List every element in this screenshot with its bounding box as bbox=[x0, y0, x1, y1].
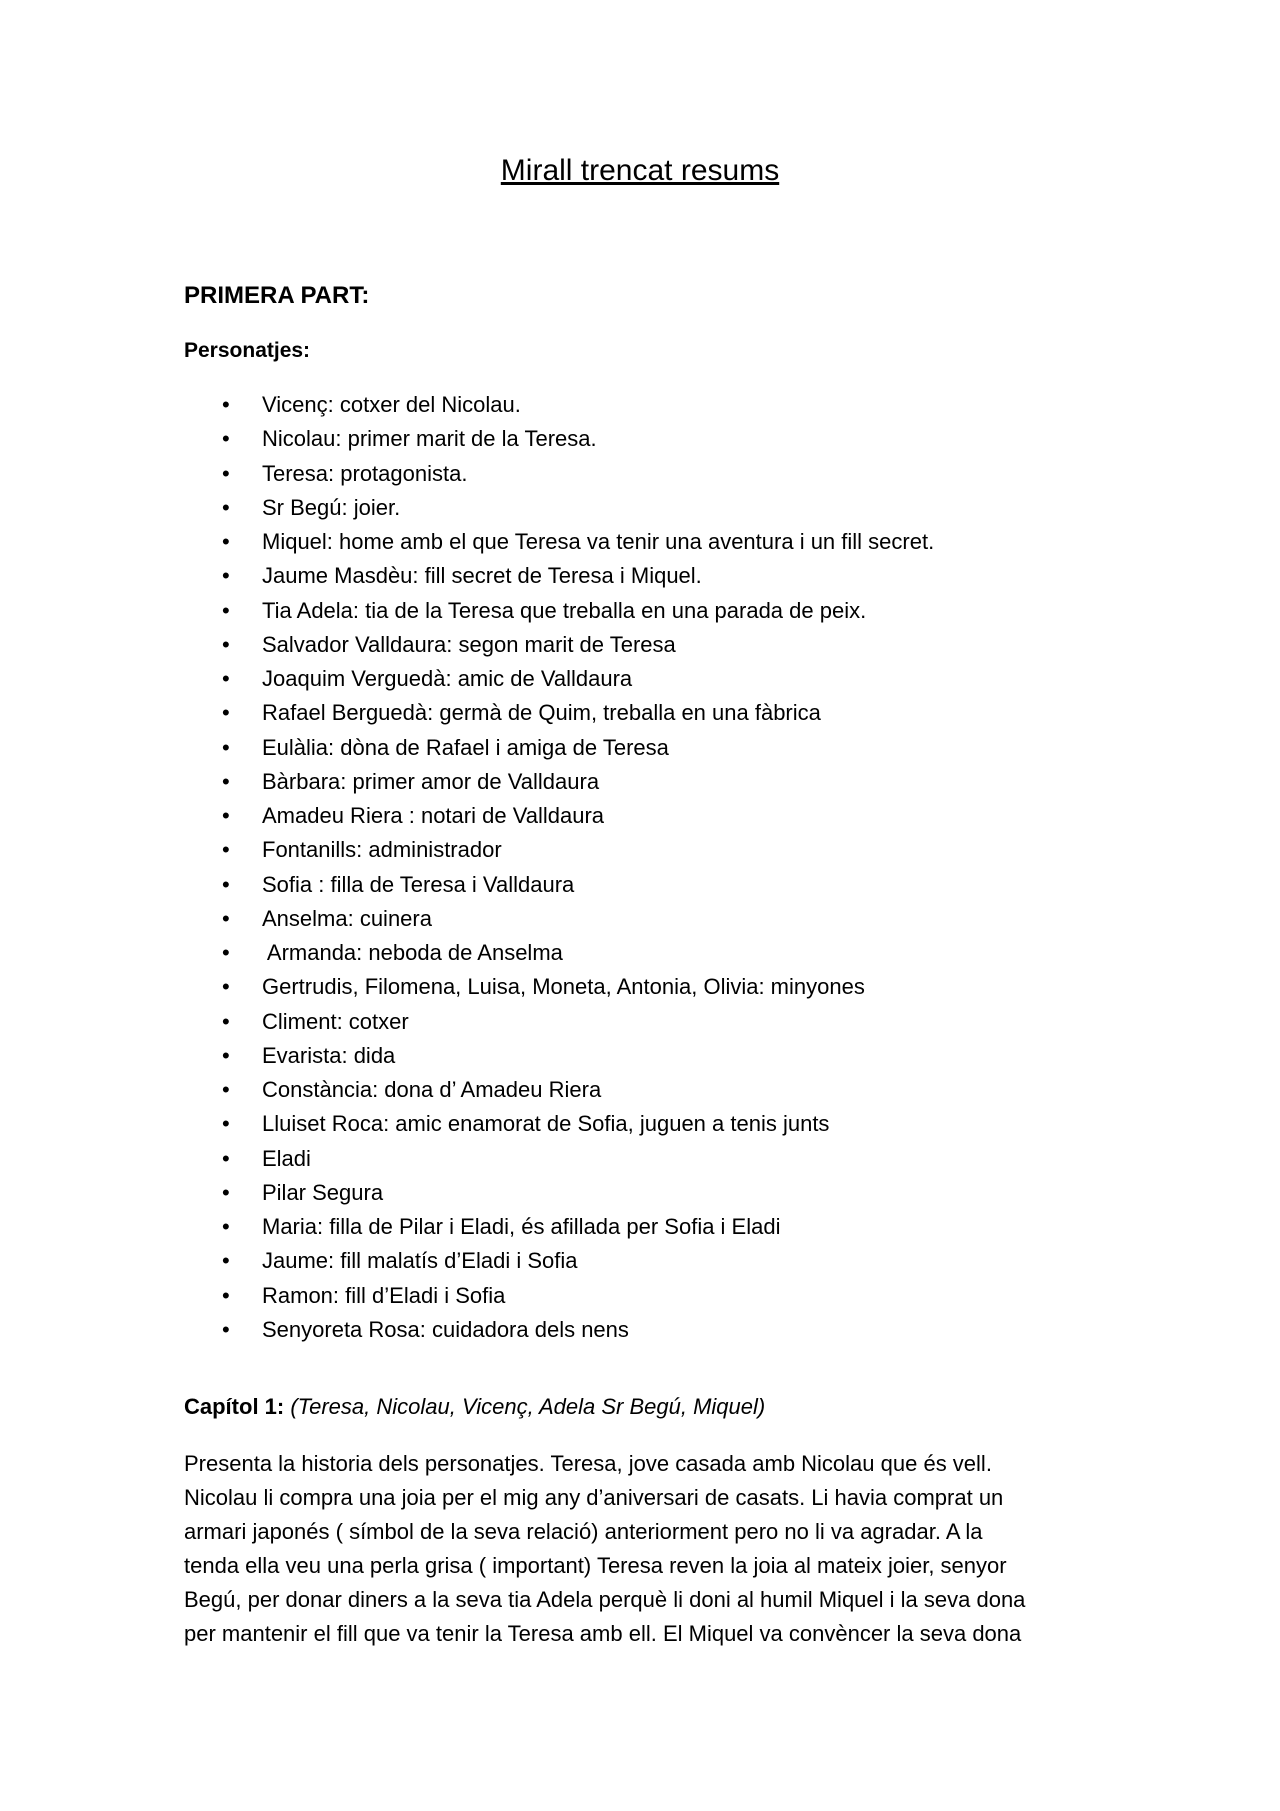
character-entry: Armanda: neboda de Anselma bbox=[262, 940, 563, 965]
bullet-icon: • bbox=[222, 871, 230, 897]
paragraph-line: Presenta la historia dels personatjes. Teresa, jove casada amb Nicolau que és vell. bbox=[184, 1451, 992, 1476]
bullet-icon: • bbox=[222, 597, 230, 623]
list-item bbox=[0, 970, 934, 1004]
list-item bbox=[0, 936, 934, 970]
character-entry: Jaume: fill malatís d’Eladi i Sofia bbox=[262, 1248, 578, 1274]
character-entry: Miquel: home amb el que Teresa va tenir una aventura i un fill secret. bbox=[262, 529, 935, 554]
list-item bbox=[0, 731, 934, 765]
bullet-icon: • bbox=[222, 700, 230, 726]
character-entry: Lluiset Roca: amic enamorat de Sofia, juguen a tenis junts bbox=[262, 1111, 830, 1137]
list-item bbox=[0, 696, 934, 730]
bullet-icon: • bbox=[222, 1248, 230, 1274]
bullet-icon: • bbox=[222, 734, 230, 760]
list-item bbox=[0, 388, 934, 422]
list-item bbox=[0, 799, 934, 833]
chapter-summary-paragraph bbox=[184, 1447, 1114, 1651]
bullet-icon: • bbox=[222, 1179, 230, 1205]
character-entry: Fontanills: administrador bbox=[262, 837, 502, 863]
character-entry: Evarista: dida bbox=[262, 1042, 396, 1068]
bullet-icon: • bbox=[222, 460, 230, 486]
character-entry: Ramon: fill d’Eladi i Sofia bbox=[262, 1282, 506, 1308]
list-item bbox=[0, 559, 934, 593]
chapter-heading bbox=[184, 1394, 765, 1420]
character-entry: Salvador Valldaura: segon marit de Teresa bbox=[262, 631, 676, 657]
list-item bbox=[0, 628, 934, 662]
bullet-icon: • bbox=[222, 1077, 230, 1102]
bullet-icon: • bbox=[222, 803, 230, 828]
bullet-icon: • bbox=[222, 392, 230, 417]
list-item bbox=[0, 868, 934, 902]
character-entry: Tia Adela: tia de la Teresa que treballa en una parada de peix. bbox=[262, 597, 867, 623]
character-entry: Climent: cotxer bbox=[262, 1008, 409, 1034]
list-item bbox=[0, 1073, 934, 1107]
bullet-icon: • bbox=[222, 529, 230, 554]
list-item bbox=[0, 1142, 934, 1176]
list-item bbox=[0, 833, 934, 867]
part-heading: PRIMERA PART: bbox=[184, 282, 370, 309]
paragraph-line: per mantenir el fill que va tenir la Teresa amb ell. El Miquel va convèncer la seva dona bbox=[184, 1621, 1022, 1646]
bullet-icon: • bbox=[222, 1008, 230, 1034]
bullet-icon: • bbox=[222, 837, 230, 863]
character-entry: Maria: filla de Pilar i Eladi, és afillada per Sofia i Eladi bbox=[262, 1214, 781, 1239]
character-entry: Sr Begú: joier. bbox=[262, 494, 401, 520]
bullet-icon: • bbox=[222, 494, 230, 520]
list-item bbox=[0, 422, 934, 456]
character-entry: Jaume Masdèu: fill secret de Teresa i Miquel. bbox=[262, 563, 702, 589]
bullet-icon: • bbox=[222, 631, 230, 657]
character-entry: Eulàlia: dòna de Rafael i amiga de Teresa bbox=[262, 734, 669, 760]
bullet-icon: • bbox=[222, 1316, 230, 1342]
character-entry: Senyoreta Rosa: cuidadora dels nens bbox=[262, 1316, 629, 1342]
character-entry: Rafael Berguedà: germà de Quim, treballa en una fàbrica bbox=[262, 700, 821, 726]
list-item bbox=[0, 662, 934, 696]
bullet-icon: • bbox=[222, 563, 230, 589]
document-title: Mirall trencat resums bbox=[500, 154, 780, 187]
bullet-icon: • bbox=[222, 1042, 230, 1068]
list-item bbox=[0, 1039, 934, 1073]
list-item bbox=[0, 765, 934, 799]
bullet-icon: • bbox=[222, 666, 230, 691]
list-item bbox=[0, 902, 934, 936]
characters-list bbox=[0, 388, 934, 1347]
list-item bbox=[0, 1279, 934, 1313]
paragraph-line: Begú, per donar diners a la seva tia Adela perquè li doni al humil Miquel i la seva dona bbox=[184, 1587, 1026, 1612]
list-item bbox=[0, 1005, 934, 1039]
character-entry: Sofia : filla de Teresa i Valldaura bbox=[262, 871, 575, 897]
character-entry: Teresa: protagonista. bbox=[262, 460, 468, 486]
bullet-icon: • bbox=[222, 1111, 230, 1137]
character-entry: Joaquim Verguedà: amic de Valldaura bbox=[262, 666, 633, 691]
bullet-icon: • bbox=[222, 940, 230, 965]
list-item bbox=[0, 1176, 934, 1210]
list-item bbox=[0, 1244, 934, 1278]
list-item bbox=[0, 525, 934, 559]
list-item bbox=[0, 1210, 934, 1244]
bullet-icon: • bbox=[222, 768, 230, 794]
character-entry: Vicenç: cotxer del Nicolau. bbox=[262, 392, 521, 417]
bullet-icon: • bbox=[222, 974, 230, 1000]
list-item bbox=[0, 457, 934, 491]
character-entry: Anselma: cuinera bbox=[262, 905, 432, 931]
bullet-icon: • bbox=[222, 1214, 230, 1239]
characters-heading: Personatjes: bbox=[184, 339, 311, 362]
character-entry: Bàrbara: primer amor de Valldaura bbox=[262, 768, 600, 794]
character-entry: Eladi bbox=[262, 1145, 311, 1171]
bullet-icon: • bbox=[222, 1282, 230, 1308]
chapter-label: Capítol 1: bbox=[184, 1394, 285, 1419]
character-entry: Amadeu Riera : notari de Valldaura bbox=[262, 803, 605, 828]
bullet-icon: • bbox=[222, 905, 230, 931]
list-item bbox=[0, 1107, 934, 1141]
bullet-icon: • bbox=[222, 426, 230, 452]
paragraph-line: armari japonés ( símbol de la seva relació) anteriorment pero no li va agradar. A la bbox=[184, 1519, 983, 1544]
paragraph-line: tenda ella veu una perla grisa ( important) Teresa reven la joia al mateix joier, senyor bbox=[184, 1553, 1007, 1578]
character-entry: Nicolau: primer marit de la Teresa. bbox=[262, 426, 597, 452]
list-item bbox=[0, 594, 934, 628]
bullet-icon: • bbox=[222, 1145, 230, 1171]
paragraph-line: Nicolau li compra una joia per el mig any d’aniversari de casats. Li havia comprat un bbox=[184, 1485, 1004, 1510]
character-entry: Gertrudis, Filomena, Luisa, Moneta, Antonia, Olivia: minyones bbox=[262, 974, 865, 1000]
character-entry: Constància: dona d’ Amadeu Riera bbox=[262, 1077, 602, 1102]
list-item bbox=[0, 491, 934, 525]
character-entry: Pilar Segura bbox=[262, 1179, 384, 1205]
chapter-characters: (Teresa, Nicolau, Vicenç, Adela Sr Begú, Miquel) bbox=[290, 1394, 766, 1419]
list-item bbox=[0, 1313, 934, 1347]
